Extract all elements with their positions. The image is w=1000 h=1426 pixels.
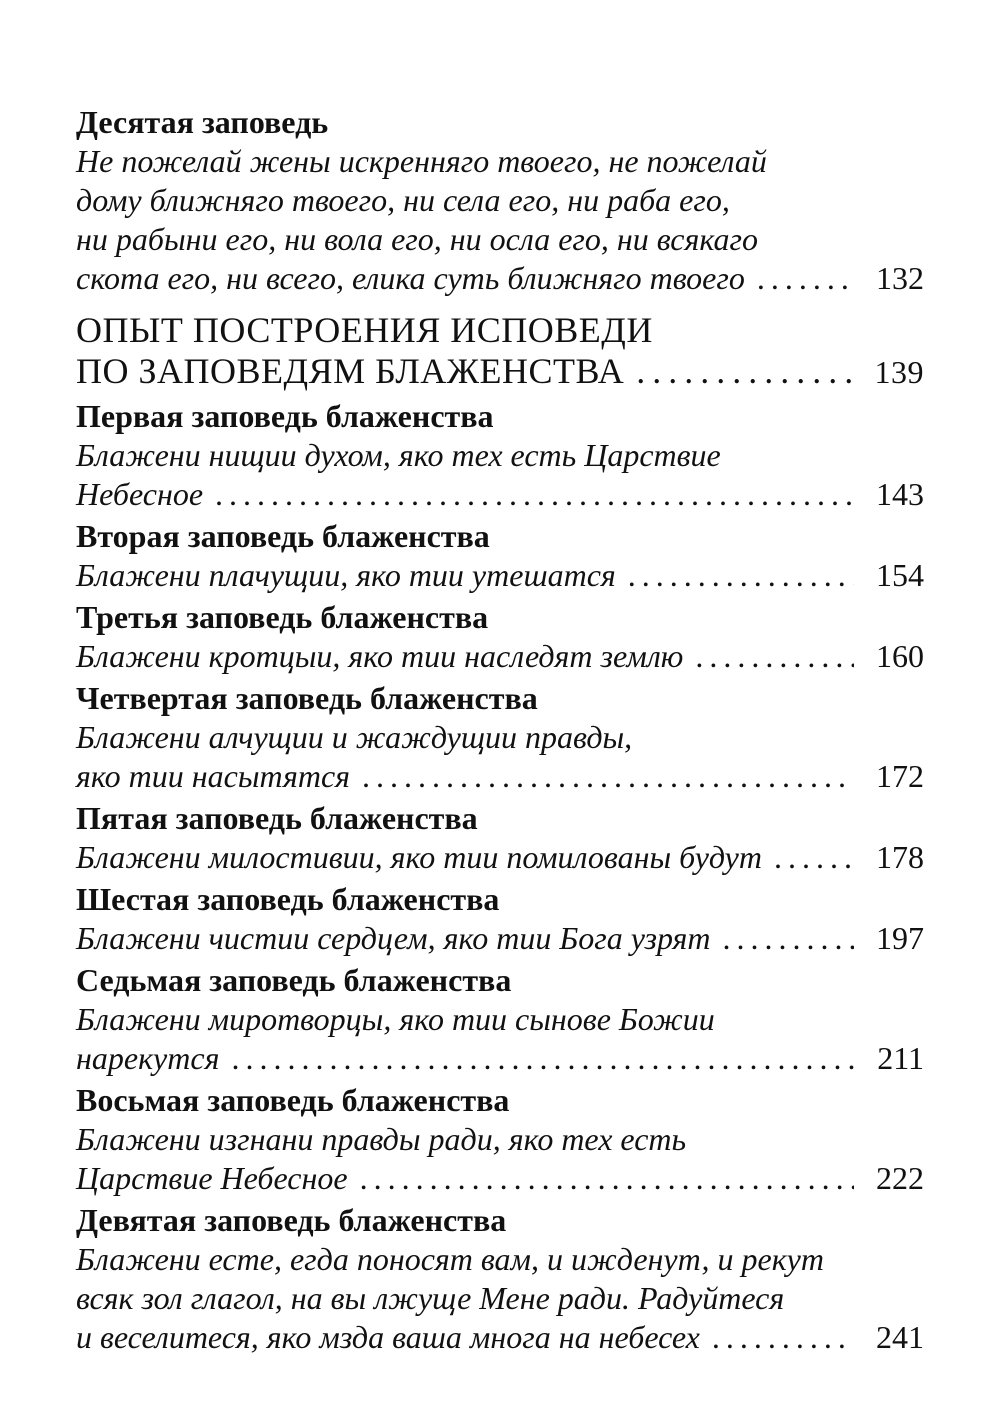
entry-heading: Девятая заповедь блаженства (76, 1202, 507, 1238)
toc-leader-row (76, 556, 924, 595)
entry-text-line: Блажени кротцыи, яко тии наследят землю (76, 638, 684, 674)
entry-text-line: Блажени есте, егда поносят вам, и ижденут, и рекут (76, 1241, 824, 1277)
entry-heading: Первая заповедь блаженства (76, 398, 494, 434)
dot-leader (215, 475, 854, 514)
page-number: 132 (876, 260, 924, 296)
page-number: 211 (877, 1040, 924, 1076)
page-number: 160 (876, 638, 924, 674)
page-number: 222 (876, 1160, 924, 1196)
entry-heading: Пятая заповедь блаженства (76, 800, 478, 836)
dot-leader (362, 757, 854, 796)
toc-entry (76, 103, 924, 298)
dot-leader (723, 919, 854, 958)
dot-leader (636, 351, 854, 392)
section-title-line: ПО ЗАПОВЕДЯМ БЛАЖЕНСТВА (76, 351, 625, 391)
entry-text-line: всяк зол глагол, на вы лжуще Мене ради. Радуйтеся (76, 1280, 785, 1316)
entry-heading: Восьмая заповедь блаженства (76, 1082, 510, 1118)
toc-leader-row (76, 637, 924, 676)
entry-text-line: Не пожелай жены искренняго твоего, не пожелай (76, 143, 767, 179)
toc-entry (76, 1081, 924, 1198)
entry-heading: Вторая заповедь блаженства (76, 518, 490, 554)
dot-leader (628, 556, 854, 595)
toc-leader-row (76, 1039, 924, 1078)
toc-entry (76, 598, 924, 676)
entry-text-line: Блажени изгнани правды ради, яко тех есть (76, 1121, 687, 1157)
entry-text-line: Блажени алчущии и жаждущии правды, (76, 719, 633, 755)
toc-entry (76, 397, 924, 514)
toc-entry (76, 679, 924, 796)
page-number: 139 (874, 354, 924, 390)
page-number: 197 (876, 920, 924, 956)
table-of-contents (76, 103, 924, 1357)
dot-leader (774, 838, 854, 877)
toc-leader-row (76, 919, 924, 958)
page-number: 143 (876, 476, 924, 512)
entry-text-line: Блажени плачущии, яко тии утешатся (76, 557, 616, 593)
entry-heading: Десятая заповедь (76, 104, 329, 140)
dot-leader (712, 1318, 854, 1357)
toc-leader-row (76, 475, 924, 514)
toc-leader-row (76, 838, 924, 877)
entry-text-line: яко тии насытятся (76, 758, 351, 794)
section-title-line: ОПЫТ ПОСТРОЕНИЯ ИСПОВЕДИ (76, 310, 653, 350)
entry-text-line: дому ближняго твоего, ни села его, ни раба его, (76, 182, 730, 218)
entry-heading: Третья заповедь блаженства (76, 599, 489, 635)
entry-heading: Шестая заповедь блаженства (76, 881, 500, 917)
dot-leader (360, 1159, 854, 1198)
dot-leader (695, 637, 854, 676)
page-number: 241 (876, 1319, 924, 1355)
entry-text-line: нарекутся (76, 1040, 220, 1076)
entry-text-line: Блажени чистии сердцем, яко тии Бога узрят (76, 920, 711, 956)
toc-leader-row (76, 259, 924, 298)
entry-text-line: и веселитеся, яко мзда ваша многа на небесех (76, 1319, 700, 1355)
entry-heading: Четвертая заповедь блаженства (76, 680, 538, 716)
page-number: 154 (876, 557, 924, 593)
toc-leader-row (76, 757, 924, 796)
toc-entry (76, 517, 924, 595)
toc-entry (76, 961, 924, 1078)
entry-text-line: Блажени милостивии, яко тии помилованы будут (76, 839, 762, 875)
toc-leader-row (76, 1318, 924, 1357)
entry-heading: Седьмая заповедь блаженства (76, 962, 512, 998)
entry-text-line: ни рабыни его, ни вола его, ни осла его, ни всякаго (76, 221, 758, 257)
dot-leader (757, 259, 854, 298)
toc-leader-row (76, 351, 924, 393)
toc-entry (76, 799, 924, 877)
toc-entry (76, 880, 924, 958)
dot-leader (231, 1039, 854, 1078)
entry-text-line: скота его, ни всего, елика суть ближняго твоего (76, 260, 745, 296)
entry-text-line: Блажени нищии духом, яко тех есть Царствие (76, 437, 721, 473)
entry-text-line: Небесное (76, 476, 204, 512)
toc-leader-row (76, 1159, 924, 1198)
page-number: 172 (876, 758, 924, 794)
page-number: 178 (876, 839, 924, 875)
entry-text-line: Блажени миротворцы, яко тии сынове Божии (76, 1001, 715, 1037)
entry-text-line: Царствие Небесное (76, 1160, 348, 1196)
toc-entry (76, 1201, 924, 1357)
toc-section (76, 310, 924, 393)
